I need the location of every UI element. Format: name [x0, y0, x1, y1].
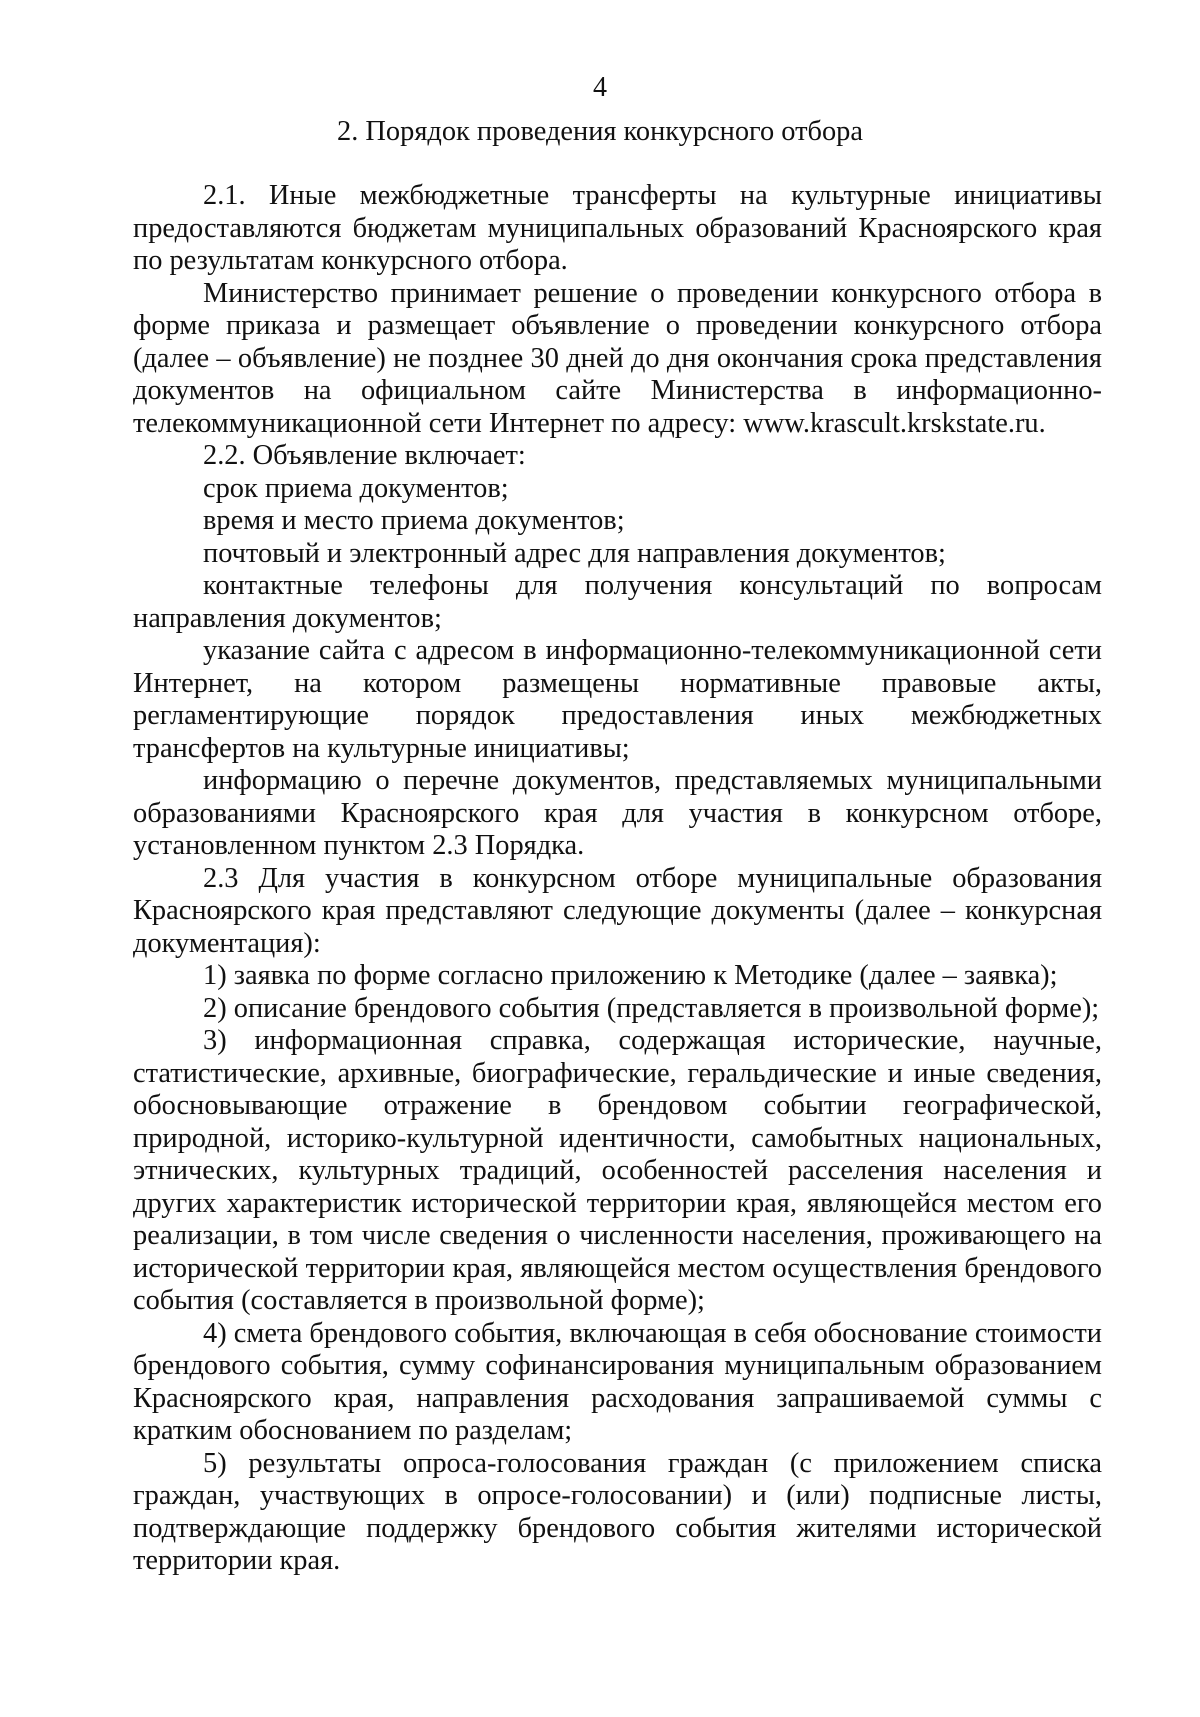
paragraph-2-3: 2.3 Для участия в конкурсном отборе муниципальные образования Красноярского края представляют следующие документы (далее – конкурсная документация):: [133, 862, 1102, 959]
document-item-3: 3) информационная справка, содержащая исторические, научные, статистические, архивные, биографические, геральдические и иные сведения, обосновывающие отражение в брендовом событии географической, природной, историко-культурной идентичности, самобытных национальных, этнических, культурных традиций, особенностей расселения населения и других характеристик исторической территории края, являющейся местом его реализации, в том числе сведения о численности населения, проживающего на исторической территории края, являющейся местом осуществления брендового события (составляется в произвольной форме);: [133, 1025, 1102, 1316]
document-body: [133, 180, 1102, 1578]
section-title: 2. Порядок проведения конкурсного отбора: [337, 116, 863, 147]
paragraph-ministry-decision: Министерство принимает решение о проведении конкурсного отбора в форме приказа и размещает объявление о проведении конкурсного отбора (далее – объявление) не позднее 30 дней до дня окончания срока представления документов на официальном сайте Министерства в информационно-телекоммуникационной сети Интернет по адресу: www.krascult.krskstate.ru.: [133, 277, 1102, 439]
list-item-address: почтовый и электронный адрес для направления документов;: [203, 537, 946, 569]
list-item-website: указание сайта с адресом в информационно-телекоммуникационной сети Интернет, на котором размещены нормативные правовые акты, регламентирующие порядок предоставления иных межбюджетных трансфертов на культурные инициативы;: [133, 635, 1102, 764]
list-item-deadline: срок приема документов;: [203, 472, 509, 504]
paragraph-2-1: 2.1. Иные межбюджетные трансферты на культурные инициативы предоставляются бюджетам муниципальных образований Красноярского края по результатам конкурсного отбора.: [133, 180, 1102, 276]
paragraph-2-2: 2.2. Объявление включает:: [203, 440, 526, 471]
document-item-5: 5) результаты опроса-голосования граждан (с приложением списка граждан, участвующих в опросе-голосовании) и (или) подписные листы, подтверждающие поддержку брендового события жителями исторической территории края.: [133, 1447, 1102, 1576]
page-number: 4: [593, 72, 607, 103]
list-item-phones: контактные телефоны для получения консультаций по вопросам направления документов;: [133, 570, 1102, 634]
document-item-4: 4) смета брендового события, включающая в себя обоснование стоимости брендового события, сумму софинансирования муниципальным образованием Красноярского края, направления расходования запрашиваемой суммы с кратким обоснованием по разделам;: [133, 1317, 1102, 1446]
document-item-1: 1) заявка по форме согласно приложению к Методике (далее – заявка);: [203, 960, 1058, 991]
list-item-documents-info: информацию о перечне документов, представляемых муниципальными образованиями Красноярского края для участия в конкурсном отборе, установленном пунктом 2.3 Порядка.: [133, 765, 1102, 861]
document-item-2: 2) описание брендового события (представляется в произвольной форме);: [203, 992, 1100, 1024]
list-item-time-place: время и место приема документов;: [203, 505, 625, 536]
